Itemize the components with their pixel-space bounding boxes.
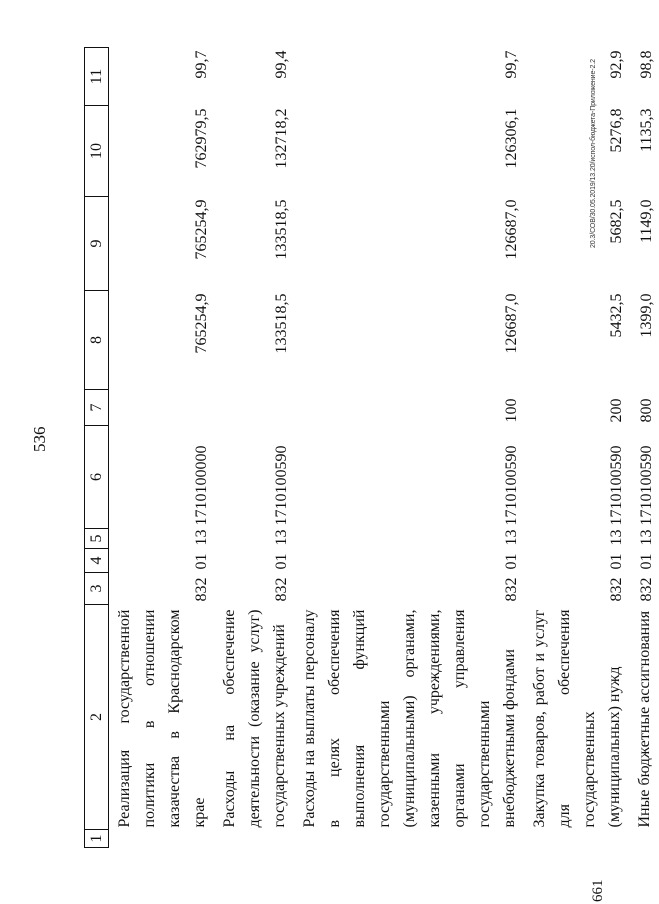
approved-amount-cell: 765254,9	[193, 293, 210, 354]
execution-percent-cell: 98,8	[638, 50, 655, 79]
subsection-code-cell: 13	[193, 529, 210, 546]
column-number-row	[85, 48, 109, 848]
expense-type-cell	[109, 390, 215, 426]
expense-name-cell: Реализация государственной политики в отношении казачества в Краснодарском крае	[116, 609, 208, 828]
budget-table-container	[84, 48, 655, 848]
target-article-cell: 1710100590	[273, 445, 290, 526]
file-path-footnote: 20.3/СОВ/30.05.2019/13.20/испол-бюджета-Приложение-2.2	[590, 59, 597, 248]
row-number-cell	[214, 830, 294, 848]
subsection-code-cell: 13	[608, 529, 625, 546]
subsection-code-cell: 13	[503, 529, 520, 546]
planned-amount-cell: 765254,9	[193, 199, 210, 260]
column-header: 6	[85, 426, 109, 529]
table-row	[294, 48, 524, 848]
execution-percent-cell: 99,7	[193, 50, 210, 79]
expense-name-cell: Расходы на выплаты персоналу в целях обеспечения выполнения функций государственными (муниципальными) органами, казенными учреждениями, органами управления государственными внебюджетными фондами	[301, 609, 518, 828]
approved-amount-cell: 133518,5	[273, 293, 290, 354]
approved-amount-cell: 5432,5	[608, 293, 625, 338]
table-row	[214, 48, 294, 848]
ministry-code-cell: 832	[638, 577, 655, 602]
page-number: 536	[30, 426, 49, 452]
executed-amount-cell: 132718,2	[273, 108, 290, 169]
execution-percent-cell: 99,4	[273, 50, 290, 79]
expense-type-cell: 200	[608, 398, 625, 423]
ministry-code-cell: 832	[273, 577, 290, 602]
section-code-cell: 01	[273, 553, 290, 570]
section-code-cell: 01	[193, 553, 210, 570]
target-article-cell: 1710100590	[608, 445, 625, 526]
column-header: 9	[85, 197, 109, 291]
row-number-cell	[524, 830, 629, 848]
expense-name-cell: Расходы на обеспечение деятельности (оказание услуг) государственных учреждений	[221, 609, 288, 828]
expense-name-cell: Иные бюджетные ассигнования	[636, 610, 653, 828]
row-number-cell	[294, 830, 524, 848]
planned-amount-cell: 5682,5	[608, 199, 625, 244]
subsection-code-cell: 13	[273, 529, 290, 546]
table-row	[109, 48, 215, 848]
ministry-code-cell: 832	[503, 577, 520, 602]
target-article-cell: 1710100590	[503, 445, 520, 526]
column-header: 1	[85, 830, 109, 848]
sheet-number: 661	[590, 879, 606, 902]
row-number-cell	[629, 830, 659, 848]
executed-amount-cell: 762979,5	[193, 108, 210, 169]
ministry-code-cell: 832	[193, 577, 210, 602]
section-code-cell: 01	[608, 553, 625, 570]
section-code-cell: 01	[638, 553, 655, 570]
approved-amount-cell: 126687,0	[503, 293, 520, 354]
execution-percent-cell: 99,7	[503, 50, 520, 79]
subsection-code-cell: 13	[638, 529, 655, 546]
execution-percent-cell: 92,9	[608, 50, 625, 79]
table-row	[524, 48, 629, 848]
expense-type-cell: 100	[503, 398, 520, 423]
column-header: 4	[85, 549, 109, 573]
executed-amount-cell: 126306,1	[503, 108, 520, 169]
section-code-cell: 01	[503, 553, 520, 570]
column-header: 3	[85, 573, 109, 605]
column-header: 8	[85, 291, 109, 390]
approved-amount-cell: 1399,0	[638, 293, 655, 338]
expense-type-cell: 800	[638, 398, 655, 423]
executed-amount-cell: 5276,8	[608, 108, 625, 153]
budget-table	[84, 47, 659, 848]
table-row	[629, 48, 659, 848]
column-header: 10	[85, 106, 109, 197]
column-header: 11	[85, 48, 109, 106]
row-number-cell	[109, 830, 215, 848]
column-header: 2	[85, 605, 109, 830]
column-header: 5	[85, 529, 109, 549]
target-article-cell: 1710100590	[638, 445, 655, 526]
planned-amount-cell: 133518,5	[273, 199, 290, 260]
column-header: 7	[85, 390, 109, 426]
expense-type-cell	[214, 390, 294, 426]
ministry-code-cell: 832	[608, 577, 625, 602]
planned-amount-cell: 1149,0	[638, 199, 655, 243]
target-article-cell: 1710100000	[193, 445, 210, 526]
planned-amount-cell: 126687,0	[503, 199, 520, 260]
executed-amount-cell: 1135,3	[638, 108, 655, 152]
expense-name-cell: Закупка товаров, работ и услуг для обеспечения государственных (муниципальных) нужд	[531, 609, 623, 828]
